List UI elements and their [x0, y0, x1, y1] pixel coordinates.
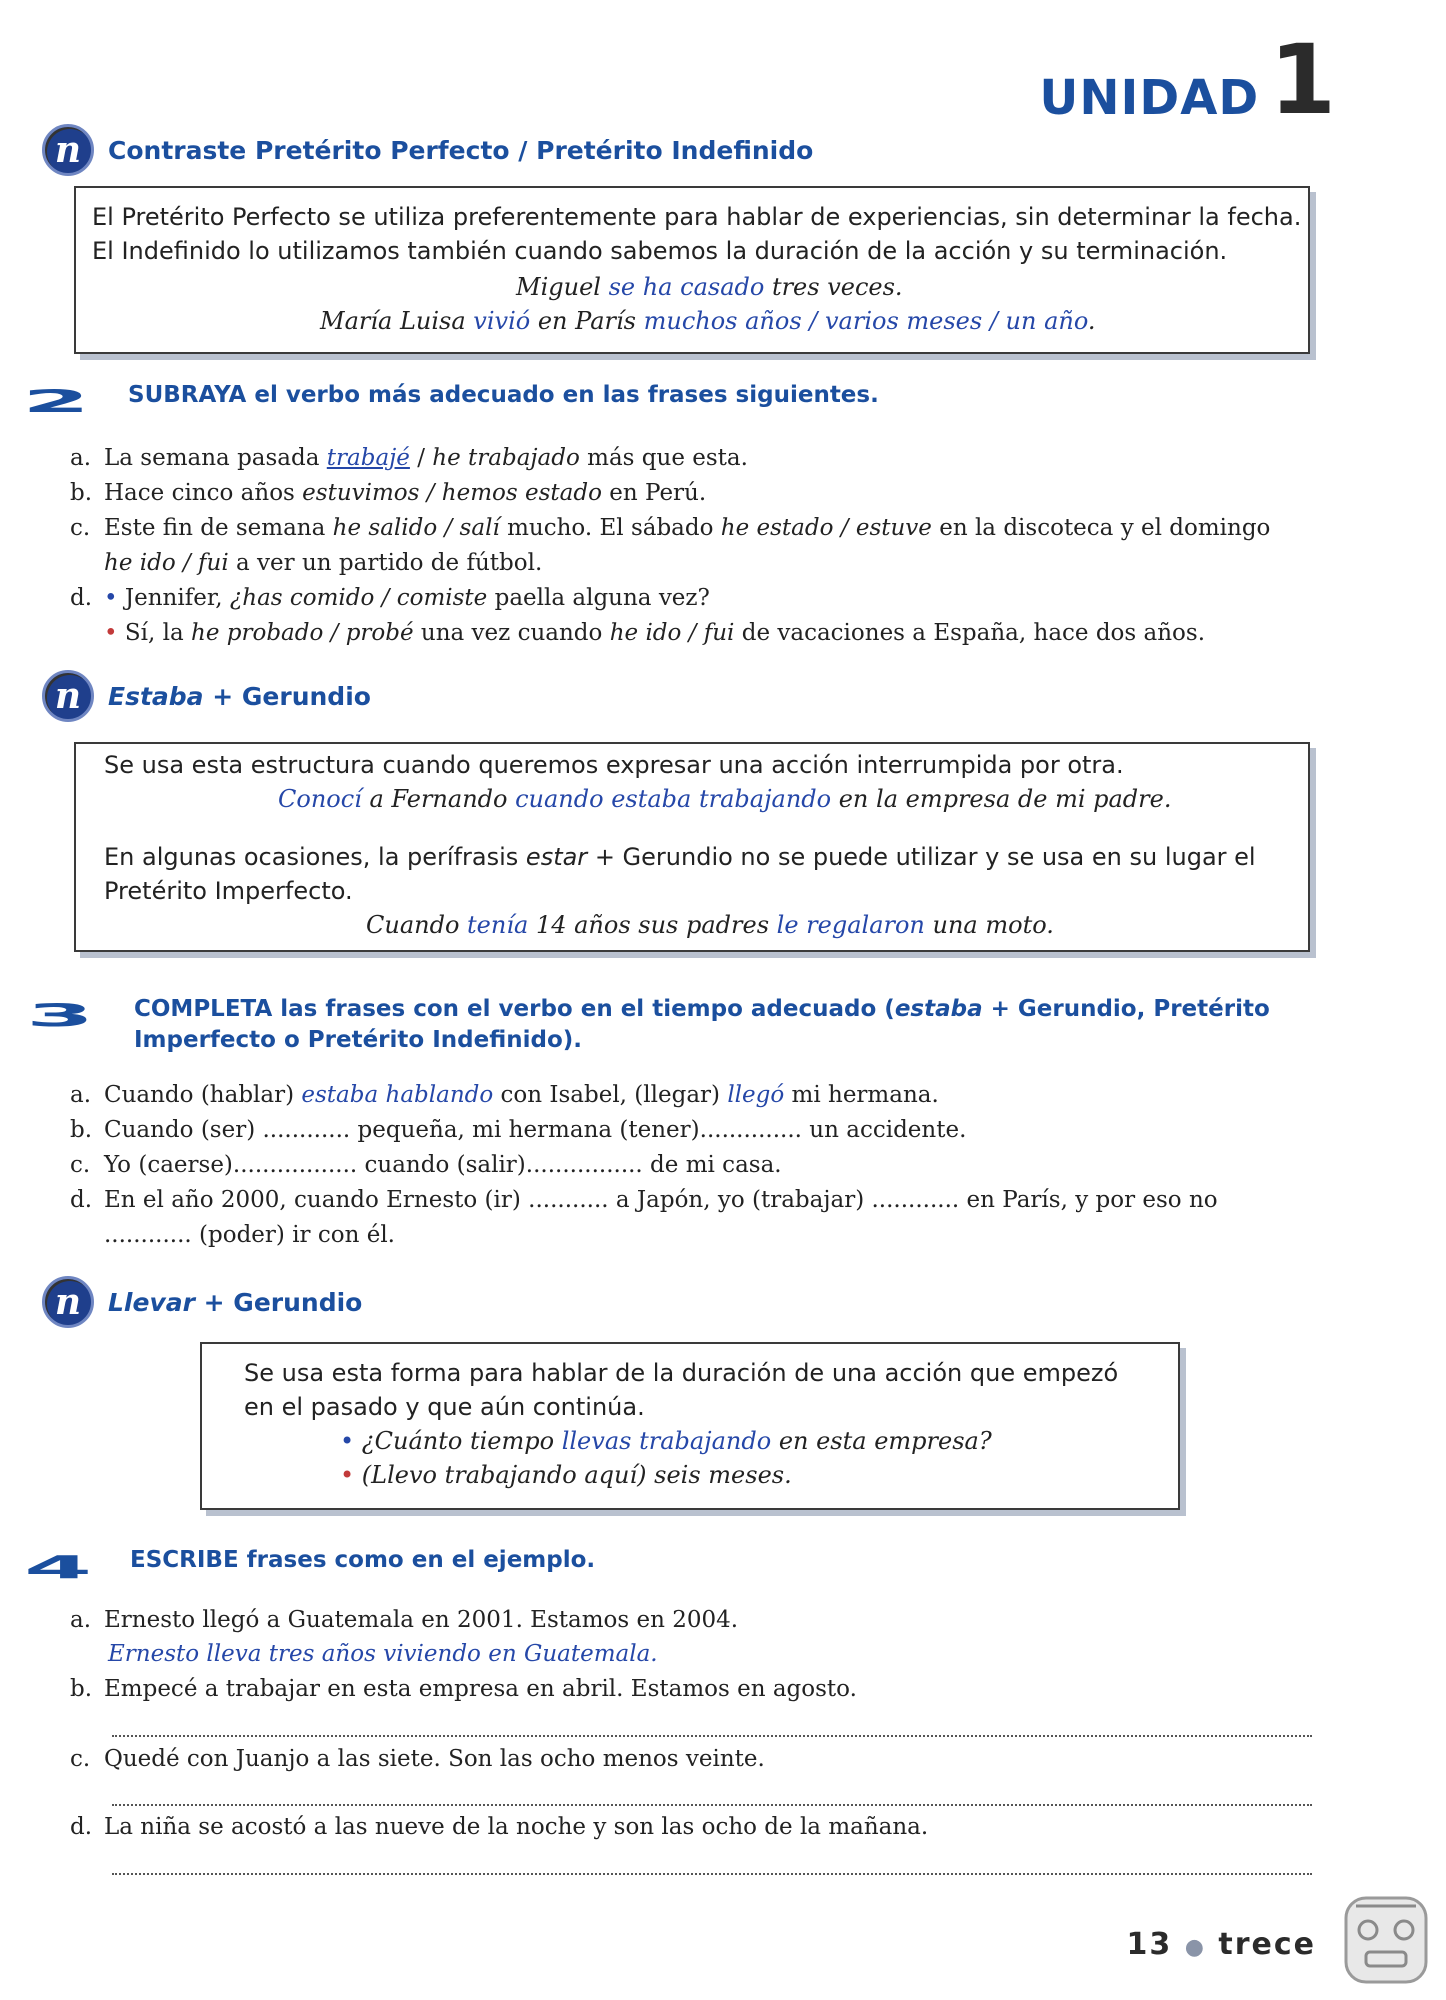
section-title-rest: + Gerundio — [203, 681, 371, 711]
underlined-answer: trabajé — [326, 445, 410, 471]
example-verb: se ha casado — [608, 273, 765, 301]
example-line — [320, 304, 1096, 338]
rule-line: El Indefinido lo utilizamos también cuando sabemos la duración de la acción y su terminación. — [92, 237, 1228, 265]
exercise-item — [70, 1742, 765, 1776]
title-text: Imperfecto o Pretérito Indefinido). — [134, 1027, 583, 1054]
bullet-red: • — [340, 1461, 362, 1489]
item-letter: c. — [70, 1152, 91, 1178]
exercise-item — [70, 1078, 939, 1112]
item-letter: a. — [70, 445, 92, 471]
verb-option: estuvimos / hemos estado — [302, 480, 602, 506]
item-text: / — [409, 445, 433, 471]
item-text: en la discoteca y el domingo — [931, 515, 1271, 541]
example-time: muchos años / varios meses / un año — [643, 307, 1088, 335]
exercise-item — [70, 1672, 857, 1706]
example-line — [278, 782, 1171, 816]
title-text: + Gerundio, Pretérito — [982, 996, 1270, 1022]
item-text: Ernesto llegó a Guatemala en 2001. Estamos en 2004. — [104, 1607, 739, 1633]
example-answer: Ernesto lleva tres años viviendo en Guatemala. — [108, 1641, 658, 1667]
exercise-item — [70, 581, 710, 615]
exercise-item — [70, 476, 706, 510]
example-verb: cuando estaba trabajando — [515, 785, 832, 813]
exercise-item — [70, 1183, 1218, 1217]
fill-in-text[interactable]: Yo (caerse)................. cuando (salir)................ de mi casa. — [104, 1152, 782, 1178]
example-answer — [340, 1458, 792, 1492]
example-answer: estaba hablando — [301, 1082, 494, 1108]
mayan-mask-icon — [1336, 1890, 1436, 1990]
rule-text: En algunas ocasiones, la perífrasis — [104, 843, 526, 871]
rule-text: + Gerundio no se puede utilizar y se usa en su lugar el — [587, 843, 1256, 871]
example-question — [340, 1424, 992, 1458]
rule-line: Se usa esta forma para hablar de la duración de una acción que empezó — [244, 1359, 1119, 1387]
item-letter: d. — [70, 1187, 93, 1213]
section-title: Contraste Pretérito Perfecto / Pretérito Indefinido — [108, 135, 814, 165]
example-line — [516, 270, 903, 304]
unit-word: UNIDAD — [1039, 69, 1260, 126]
example-text: 14 años sus padres — [528, 911, 777, 939]
example-line — [366, 908, 1054, 942]
answer-line[interactable] — [112, 1802, 1312, 1806]
item-text: en Perú. — [601, 480, 707, 506]
rule-line — [104, 840, 1256, 874]
exercise-title — [134, 994, 1270, 1056]
example-text: ¿Cuánto tiempo — [361, 1427, 562, 1455]
verb-option: he probado / probé — [191, 620, 414, 646]
section-header-llevar — [42, 1276, 362, 1328]
example-text: Cuando — [366, 911, 468, 939]
item-text: Empecé a trabajar en esta empresa en abril. Estamos en agosto. — [104, 1676, 857, 1702]
example-verb: le regalaron — [776, 911, 925, 939]
bullet-blue: • — [104, 585, 125, 611]
example-answer: llegó — [727, 1082, 785, 1108]
section-header-estaba — [42, 670, 371, 722]
item-text: Hace cinco años — [104, 480, 303, 506]
section-title-italic: Llevar — [108, 1287, 195, 1317]
rule-line: Se usa esta estructura cuando queremos expresar una acción interrumpida por otra. — [104, 751, 1124, 779]
item-text: paella alguna vez? — [487, 585, 710, 611]
item-letter: d. — [70, 585, 93, 611]
verb-option: he trabajado — [432, 445, 580, 471]
page-number-word: trece — [1218, 1927, 1316, 1962]
item-letter: d. — [70, 1814, 93, 1840]
example-text: . — [1087, 307, 1096, 335]
item-text: con Isabel, (llegar) — [493, 1082, 728, 1108]
verb-option: he salido / salí — [332, 515, 500, 541]
item-letter: a. — [70, 1607, 92, 1633]
separator-dot: ● — [1184, 1935, 1206, 1960]
exercise-item — [70, 1603, 738, 1637]
item-text: Cuando (hablar) — [104, 1082, 302, 1108]
fill-in-text[interactable]: Cuando (ser) ............ pequeña, mi hermana (tener).............. un accidente. — [104, 1117, 967, 1143]
verb-option: he estado / estuve — [720, 515, 932, 541]
example-text: tres veces. — [764, 273, 903, 301]
item-text: Este fin de semana — [104, 515, 333, 541]
grammar-n-icon: n — [42, 670, 94, 722]
example-text: en París — [530, 307, 644, 335]
grammar-n-icon: n — [42, 1276, 94, 1328]
example-verb: vivió — [473, 307, 531, 335]
section-title-italic: Estaba — [108, 681, 204, 711]
exercise-item — [70, 511, 1270, 545]
verb-option: he ido / fui — [104, 550, 229, 576]
verb-option: he ido / fui — [609, 620, 735, 646]
exercise-item — [70, 1148, 782, 1182]
item-letter: b. — [70, 1117, 93, 1143]
item-text: a ver un partido de fútbol. — [228, 550, 543, 576]
exercise-item — [70, 1810, 928, 1844]
rule-line: El Pretérito Perfecto se utiliza preferentemente para hablar de experiencias, sin determinar la fecha. — [92, 203, 1302, 231]
page-number-digits: 13 — [1126, 1927, 1173, 1962]
section-title-rest: + Gerundio — [194, 1287, 363, 1317]
exercise-item-continuation — [104, 546, 542, 580]
exercise-number: 3 — [26, 996, 95, 1034]
item-text: La niña se acostó a las nueve de la noche y son las ocho de la mañana. — [104, 1814, 929, 1840]
grammar-box-llevar — [200, 1342, 1180, 1510]
rule-line: en el pasado y que aún continúa. — [244, 1393, 645, 1421]
item-text: La semana pasada — [104, 445, 327, 471]
item-letter: c. — [70, 515, 91, 541]
bullet-blue: • — [340, 1427, 362, 1455]
example-text: en la empresa de mi padre. — [831, 785, 1172, 813]
grammar-box-contraste — [74, 186, 1310, 354]
section-title — [108, 1288, 362, 1317]
exercise-item-continuation — [104, 616, 1205, 650]
example-text: Miguel — [516, 273, 609, 301]
verb-option: ¿has comido / comiste — [229, 585, 488, 611]
exercise-item-continuation[interactable]: ............ (poder) ir con él. — [104, 1222, 395, 1248]
item-text: Jennifer, — [124, 585, 230, 611]
answer-line[interactable] — [112, 1733, 1312, 1737]
example-text: en esta empresa? — [771, 1427, 992, 1455]
example-verb: Conocí — [278, 785, 362, 813]
answer-line[interactable] — [112, 1871, 1312, 1875]
exercise-title: SUBRAYA el verbo más adecuado en las frases siguientes. — [128, 382, 879, 408]
item-text: Sí, la — [124, 620, 192, 646]
example-verb: tenía — [467, 911, 529, 939]
item-text: mi hermana. — [784, 1082, 939, 1108]
item-text: de vacaciones a España, hace dos años. — [734, 620, 1206, 646]
item-text: mucho. El sábado — [499, 515, 721, 541]
exercise-number: 2 — [22, 382, 91, 420]
page-number — [1127, 1927, 1316, 1962]
fill-in-text[interactable]: En el año 2000, cuando Ernesto (ir) ........... a Japón, yo (trabajar) ............ en París, y por eso no — [104, 1187, 1218, 1213]
item-letter: b. — [70, 480, 93, 506]
item-letter: b. — [70, 1676, 93, 1702]
exercise-title: ESCRIBE frases como en el ejemplo. — [130, 1547, 596, 1573]
example-verb: llevas trabajando — [561, 1427, 772, 1455]
item-text: más que esta. — [579, 445, 748, 471]
item-letter: a. — [70, 1082, 92, 1108]
item-text: Quedé con Juanjo a las siete. Son las ocho menos veinte. — [104, 1746, 765, 1772]
grammar-box-estaba — [74, 742, 1310, 952]
example-text: una moto. — [924, 911, 1054, 939]
example-text: (Llevo trabajando aquí) seis meses. — [361, 1461, 792, 1489]
example-text: María Luisa — [320, 307, 474, 335]
section-header-contraste — [42, 124, 813, 176]
rule-line: Pretérito Imperfecto. — [104, 877, 353, 905]
rule-italic: estar — [525, 843, 588, 871]
bullet-red: • — [104, 620, 125, 646]
section-title — [108, 682, 371, 711]
item-text: una vez cuando — [413, 620, 610, 646]
example-text: a Fernando — [361, 785, 516, 813]
unit-number: 1 — [1269, 24, 1336, 136]
exercise-item — [70, 1113, 966, 1147]
title-text: COMPLETA las frases con el verbo en el tiempo adecuado ( — [134, 996, 895, 1022]
title-italic: estaba — [894, 996, 983, 1022]
item-letter: c. — [70, 1746, 91, 1772]
unit-header — [1039, 24, 1336, 136]
grammar-n-icon: n — [42, 124, 94, 176]
exercise-number: 4 — [24, 1548, 93, 1586]
exercise-item — [70, 441, 748, 475]
